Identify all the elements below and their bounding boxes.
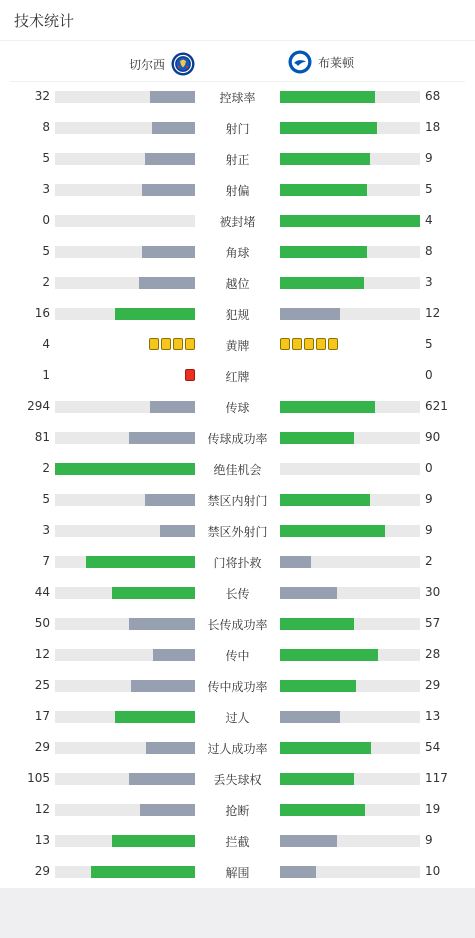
away-bar-track <box>280 742 420 754</box>
home-value: 3 <box>42 182 50 196</box>
home-bar-track <box>55 122 195 134</box>
yellow-card-icon <box>280 338 290 350</box>
yellow-card-icon <box>161 338 171 350</box>
away-bar-track <box>280 91 420 103</box>
stat-row <box>0 360 475 391</box>
home-bar-fill <box>115 308 195 320</box>
home-value: 5 <box>42 244 50 258</box>
away-bar-track <box>280 277 420 289</box>
away-bar-track <box>280 401 420 413</box>
away-value: 54 <box>425 740 441 754</box>
home-bar-fill <box>131 680 195 692</box>
home-bar-track <box>55 91 195 103</box>
home-bar-fill <box>140 804 195 816</box>
away-bar-fill <box>280 122 377 134</box>
home-value: 5 <box>42 151 50 165</box>
home-bar-track <box>55 401 195 413</box>
away-bar-track <box>280 680 420 692</box>
home-bar-fill <box>86 556 195 568</box>
home-bar-track <box>55 556 195 568</box>
home-cards <box>149 338 195 351</box>
stat-row <box>0 732 475 763</box>
home-value: 2 <box>42 275 50 289</box>
away-bar-fill <box>280 804 365 816</box>
away-bar-track <box>280 494 420 506</box>
home-value: 12 <box>34 802 50 816</box>
stat-label: 禁区内射门 <box>207 494 268 508</box>
home-value: 16 <box>34 306 50 320</box>
home-bar-fill <box>152 122 195 134</box>
stat-label: 长传成功率 <box>207 618 268 632</box>
away-bar-fill <box>280 649 378 661</box>
home-bar-track <box>55 587 195 599</box>
section-title: 技术统计 <box>14 12 75 30</box>
away-bar-fill <box>280 711 340 723</box>
away-value: 4 <box>425 213 433 227</box>
red-card-icon <box>185 369 195 381</box>
away-bar-fill <box>280 277 364 289</box>
stat-label: 绝佳机会 <box>213 463 262 477</box>
home-cards <box>185 369 195 382</box>
away-team-name: 布莱顿 <box>318 55 355 70</box>
stat-label: 抢断 <box>225 804 250 818</box>
home-bar-fill <box>112 835 195 847</box>
away-value: 8 <box>425 244 433 258</box>
home-bar-track <box>55 773 195 785</box>
home-value: 29 <box>34 740 50 754</box>
stat-row <box>0 174 475 205</box>
away-value: 12 <box>425 306 441 320</box>
away-bar-track <box>280 153 420 165</box>
away-value: 29 <box>425 678 441 692</box>
stat-row <box>0 422 475 453</box>
home-team[interactable] <box>129 52 195 76</box>
away-bar-track <box>280 618 420 630</box>
home-bar-track <box>55 184 195 196</box>
home-value: 25 <box>34 678 50 692</box>
away-bar-track <box>280 773 420 785</box>
away-value: 90 <box>425 430 441 444</box>
away-value: 5 <box>425 337 433 351</box>
home-bar-track <box>55 153 195 165</box>
home-value: 3 <box>42 523 50 537</box>
home-value: 8 <box>42 120 50 134</box>
home-bar-fill <box>160 525 195 537</box>
stat-row <box>0 298 475 329</box>
home-bar-track <box>55 618 195 630</box>
home-team-name: 切尔西 <box>128 57 165 72</box>
away-bar-fill <box>280 246 367 258</box>
away-value: 3 <box>425 275 433 289</box>
home-value: 44 <box>34 585 50 599</box>
away-bar-fill <box>280 835 337 847</box>
away-bar-track <box>280 463 420 475</box>
home-value: 294 <box>27 399 50 413</box>
chelsea-crest-icon <box>171 52 195 76</box>
home-bar-track <box>55 649 195 661</box>
yellow-card-icon <box>316 338 326 350</box>
home-bar-track <box>55 432 195 444</box>
stat-row <box>0 670 475 701</box>
stat-row <box>0 267 475 298</box>
stat-row <box>0 639 475 670</box>
away-bar-track <box>280 246 420 258</box>
stat-row <box>0 577 475 608</box>
home-value: 105 <box>27 771 50 785</box>
away-value: 0 <box>425 368 433 382</box>
stat-row <box>0 329 475 360</box>
home-bar-track <box>55 215 195 227</box>
stat-row <box>0 701 475 732</box>
away-cards <box>280 338 338 351</box>
home-bar-fill <box>139 277 195 289</box>
away-value: 57 <box>425 616 441 630</box>
away-bar-track <box>280 432 420 444</box>
away-bar-track <box>280 184 420 196</box>
yellow-card-icon <box>292 338 302 350</box>
stat-row <box>0 205 475 236</box>
away-bar-track <box>280 804 420 816</box>
away-value: 10 <box>425 864 441 878</box>
away-bar-fill <box>280 742 371 754</box>
home-bar-fill <box>55 463 195 475</box>
home-bar-fill <box>145 153 195 165</box>
stat-label: 拦截 <box>225 835 250 849</box>
home-value: 32 <box>34 89 50 103</box>
home-bar-fill <box>91 866 195 878</box>
home-value: 12 <box>34 647 50 661</box>
yellow-card-icon <box>304 338 314 350</box>
home-bar-fill <box>150 401 195 413</box>
away-value: 28 <box>425 647 441 661</box>
home-bar-fill <box>142 246 195 258</box>
stat-label: 射正 <box>225 153 250 167</box>
stat-label: 过人 <box>225 711 250 725</box>
stat-label: 犯规 <box>225 308 250 322</box>
stat-row <box>0 763 475 794</box>
away-bar-fill <box>280 866 316 878</box>
home-value: 4 <box>42 337 50 351</box>
teams-header <box>0 46 475 78</box>
away-value: 9 <box>425 833 433 847</box>
stat-label: 传球 <box>225 401 250 415</box>
home-bar-track <box>55 680 195 692</box>
home-value: 13 <box>34 833 50 847</box>
away-bar-fill <box>280 184 367 196</box>
away-bar-fill <box>280 401 375 413</box>
home-bar-fill <box>112 587 195 599</box>
home-bar-fill <box>153 649 195 661</box>
home-value: 1 <box>42 368 50 382</box>
away-bar-fill <box>280 680 356 692</box>
home-bar-track <box>55 804 195 816</box>
away-bar-fill <box>280 494 370 506</box>
away-bar-track <box>280 587 420 599</box>
stat-label: 传中 <box>225 649 250 663</box>
stat-row <box>0 112 475 143</box>
home-value: 29 <box>34 864 50 878</box>
home-bar-track <box>55 463 195 475</box>
away-bar-track <box>280 215 420 227</box>
away-bar-track <box>280 122 420 134</box>
away-value: 117 <box>425 771 448 785</box>
home-bar-fill <box>129 773 195 785</box>
stat-row <box>0 546 475 577</box>
stat-label: 禁区外射门 <box>207 525 268 539</box>
stat-label: 黄牌 <box>225 339 250 353</box>
away-bar-fill <box>280 153 370 165</box>
home-bar-fill <box>145 494 195 506</box>
away-bar-fill <box>280 215 420 227</box>
away-bar-track <box>280 308 420 320</box>
stat-label: 越位 <box>225 277 250 291</box>
away-value: 5 <box>425 182 433 196</box>
home-bar-track <box>55 711 195 723</box>
stat-row <box>0 484 475 515</box>
away-bar-fill <box>280 618 354 630</box>
away-bar-fill <box>280 308 340 320</box>
away-value: 621 <box>425 399 448 413</box>
away-bar-track <box>280 866 420 878</box>
away-bar-track <box>280 711 420 723</box>
brighton-crest-icon <box>288 50 312 74</box>
away-bar-fill <box>280 773 354 785</box>
stat-label: 门将扑救 <box>213 556 262 570</box>
stat-label: 射偏 <box>225 184 250 198</box>
away-bar-track <box>280 649 420 661</box>
home-bar-fill <box>150 91 195 103</box>
away-bar-track <box>280 556 420 568</box>
stat-label: 传中成功率 <box>207 680 268 694</box>
stat-row <box>0 81 475 112</box>
stat-label: 被封堵 <box>219 215 256 229</box>
home-bar-fill <box>129 618 195 630</box>
yellow-card-icon <box>173 338 183 350</box>
stat-row <box>0 608 475 639</box>
home-bar-fill <box>142 184 195 196</box>
home-bar-track <box>55 246 195 258</box>
away-bar-fill <box>280 91 375 103</box>
home-value: 50 <box>34 616 50 630</box>
away-value: 13 <box>425 709 441 723</box>
home-bar-fill <box>129 432 195 444</box>
away-bar-track <box>280 835 420 847</box>
home-value: 17 <box>34 709 50 723</box>
stat-label: 射门 <box>225 122 250 136</box>
away-value: 0 <box>425 461 433 475</box>
stat-label: 传球成功率 <box>207 432 268 446</box>
away-bar-fill <box>280 587 337 599</box>
stat-label: 解围 <box>225 866 250 880</box>
home-value: 81 <box>34 430 50 444</box>
divider <box>0 40 475 41</box>
away-bar-fill <box>280 525 385 537</box>
home-bar-track <box>55 525 195 537</box>
home-bar-track <box>55 277 195 289</box>
away-value: 30 <box>425 585 441 599</box>
home-bar-track <box>55 835 195 847</box>
home-value: 7 <box>42 554 50 568</box>
away-bar-fill <box>280 432 354 444</box>
stat-row <box>0 236 475 267</box>
away-bar-fill <box>280 556 311 568</box>
stat-row <box>0 515 475 546</box>
stat-row <box>0 143 475 174</box>
yellow-card-icon <box>185 338 195 350</box>
yellow-card-icon <box>149 338 159 350</box>
home-bar-track <box>55 494 195 506</box>
stat-label: 丢失球权 <box>213 773 262 787</box>
stat-label: 长传 <box>225 587 250 601</box>
home-value: 2 <box>42 461 50 475</box>
away-value: 9 <box>425 151 433 165</box>
away-value: 68 <box>425 89 441 103</box>
away-value: 9 <box>425 492 433 506</box>
stat-label: 角球 <box>225 246 250 260</box>
home-value: 5 <box>42 492 50 506</box>
stat-label: 红牌 <box>225 370 250 384</box>
stat-row <box>0 391 475 422</box>
stat-row <box>0 794 475 825</box>
home-bar-track <box>55 308 195 320</box>
stat-row <box>0 856 475 887</box>
away-value: 9 <box>425 523 433 537</box>
home-bar-fill <box>115 711 195 723</box>
away-value: 19 <box>425 802 441 816</box>
away-bar-track <box>280 525 420 537</box>
home-bar-track <box>55 742 195 754</box>
away-team[interactable] <box>288 50 354 74</box>
home-bar-track <box>55 866 195 878</box>
home-bar-fill <box>146 742 195 754</box>
stat-row <box>0 453 475 484</box>
away-value: 2 <box>425 554 433 568</box>
home-value: 0 <box>42 213 50 227</box>
stat-label: 过人成功率 <box>207 742 268 756</box>
yellow-card-icon <box>328 338 338 350</box>
stat-label: 控球率 <box>219 91 256 105</box>
stat-row <box>0 825 475 856</box>
away-value: 18 <box>425 120 441 134</box>
